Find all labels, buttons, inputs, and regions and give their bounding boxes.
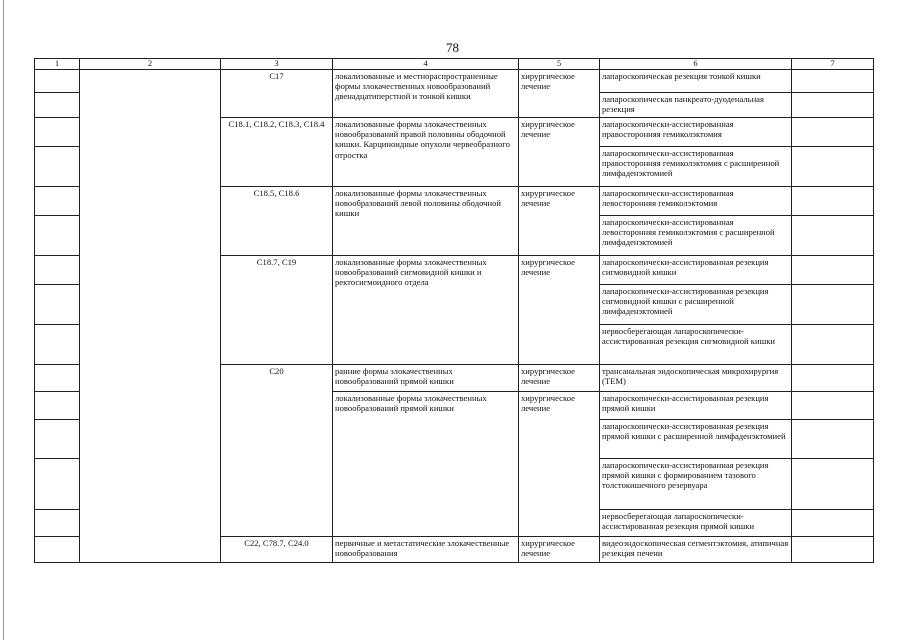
cell-col-1 (35, 93, 80, 118)
cell-col-1 (35, 147, 80, 187)
icd-code: C18.7, C19 (221, 256, 333, 365)
cell-col-7 (792, 187, 874, 216)
treatment-method: нервосберегающая лапароскопически-ассистированная резекция прямой кишки (600, 510, 792, 537)
page-left-edge (3, 0, 4, 640)
icd-code: C20 (221, 365, 333, 537)
treatment-method: лапароскопически-ассистированная правосторонняя гемиколэктомия с расширенной лимфаденэктомией (600, 147, 792, 187)
treatment-method: лапароскопическая панкреато-дуоденальная резекция (600, 93, 792, 118)
icd-code: C22, C78.7, C24.0 (221, 537, 333, 563)
treatment-method: лапароскопически-ассистированная резекция прямой кишки с расширенной лимфаденэктомией (600, 420, 792, 459)
cell-col-7 (792, 537, 874, 563)
treatment-method: лапароскопически-ассистированная резекция сигмовидной кишки с расширенной лимфаденэктомией (600, 285, 792, 325)
cell-col-7 (792, 256, 874, 285)
treatment-type: хирургическое лечение (519, 365, 600, 392)
cell-col-2 (80, 70, 221, 563)
cell-col-7 (792, 459, 874, 510)
column-header-3: 3 (221, 59, 333, 70)
column-header-6: 6 (600, 59, 792, 70)
treatment-type: хирургическое лечение (519, 256, 600, 365)
icd-code: C18.5, C18.6 (221, 187, 333, 256)
cell-col-7 (792, 147, 874, 187)
condition-description: локализованные формы злокачественных новообразований правой половины ободочной кишки. Карциноидные опухоли червеобразного отростка (333, 118, 519, 187)
cell-col-1 (35, 392, 80, 420)
cell-col-7 (792, 285, 874, 325)
cell-col-7 (792, 93, 874, 118)
treatment-method: лапароскопическая резекция тонкой кишки (600, 70, 792, 93)
column-header-1: 1 (35, 59, 80, 70)
treatment-type: хирургическое лечение (519, 118, 600, 187)
condition-description: первичные и метастатические злокачественные новообразования (333, 537, 519, 563)
icd-code: C17 (221, 70, 333, 118)
cell-col-1 (35, 325, 80, 365)
treatment-type: хирургическое лечение (519, 70, 600, 118)
cell-col-1 (35, 216, 80, 256)
cell-col-7 (792, 510, 874, 537)
treatment-method: лапароскопически-ассистированная резекция сигмовидной кишки (600, 256, 792, 285)
cell-col-7 (792, 216, 874, 256)
cell-col-7 (792, 392, 874, 420)
treatment-method: нервосберегающая лапароскопически-ассистированная резекция сигмовидной кишки (600, 325, 792, 365)
table-body (35, 70, 874, 563)
cell-col-7 (792, 325, 874, 365)
treatment-method: лапароскопически-ассистированная резекция прямой кишки с формированием тазового толстокишечного резервуара (600, 459, 792, 510)
cell-col-1 (35, 510, 80, 537)
header-row (35, 59, 874, 70)
condition-description: локализованные и местнораспространенные формы злокачественных новообразований двенадцатиперстной и тонкой кишки (333, 70, 519, 118)
condition-description: локализованные формы злокачественных новообразований прямой кишки (333, 392, 519, 537)
icd-code: C18.1, C18.2, C18.3, C18.4 (221, 118, 333, 187)
cell-col-1 (35, 70, 80, 93)
cell-col-1 (35, 537, 80, 563)
column-header-2: 2 (80, 59, 221, 70)
column-header-5: 5 (519, 59, 600, 70)
procedures-table (34, 58, 874, 563)
treatment-method: лапароскопически-ассистированная левосторонняя гемиколэктомия с расширенной лимфаденэктомией (600, 216, 792, 256)
treatment-method: лапароскопически-ассистированная резекция прямой кишки (600, 392, 792, 420)
cell-col-7 (792, 365, 874, 392)
cell-col-1 (35, 256, 80, 285)
column-header-7: 7 (792, 59, 874, 70)
treatment-method: видеоэндоскопическая сегментэктомия, атипичная резекция печени (600, 537, 792, 563)
column-header-4: 4 (333, 59, 519, 70)
treatment-method: трансанальная эндоскопическая микрохирургия (ТЕМ) (600, 365, 792, 392)
cell-col-1 (35, 420, 80, 459)
treatment-type: хирургическое лечение (519, 392, 600, 537)
cell-col-7 (792, 420, 874, 459)
table-row (35, 70, 874, 93)
treatment-method: лапароскопически-ассистированная левосторонняя гемиколэктомия (600, 187, 792, 216)
treatment-method: лапароскопически-ассистированная правосторонняя гемиколэктомия (600, 118, 792, 147)
cell-col-7 (792, 70, 874, 93)
cell-col-1 (35, 459, 80, 510)
page-number: 78 (446, 40, 459, 55)
cell-col-1 (35, 365, 80, 392)
treatment-type: хирургическое лечение (519, 187, 600, 256)
condition-description: локализованные формы злокачественных новообразований сигмовидной кишки и ректосигмоидного отдела (333, 256, 519, 365)
cell-col-7 (792, 118, 874, 147)
cell-col-1 (35, 118, 80, 147)
condition-description: локализованные формы злокачественных новообразований левой половины ободочной кишки (333, 187, 519, 256)
condition-description: ранние формы злокачественных новообразований прямой кишки (333, 365, 519, 392)
cell-col-1 (35, 187, 80, 216)
treatment-type: хирургическое лечение (519, 537, 600, 563)
cell-col-1 (35, 285, 80, 325)
